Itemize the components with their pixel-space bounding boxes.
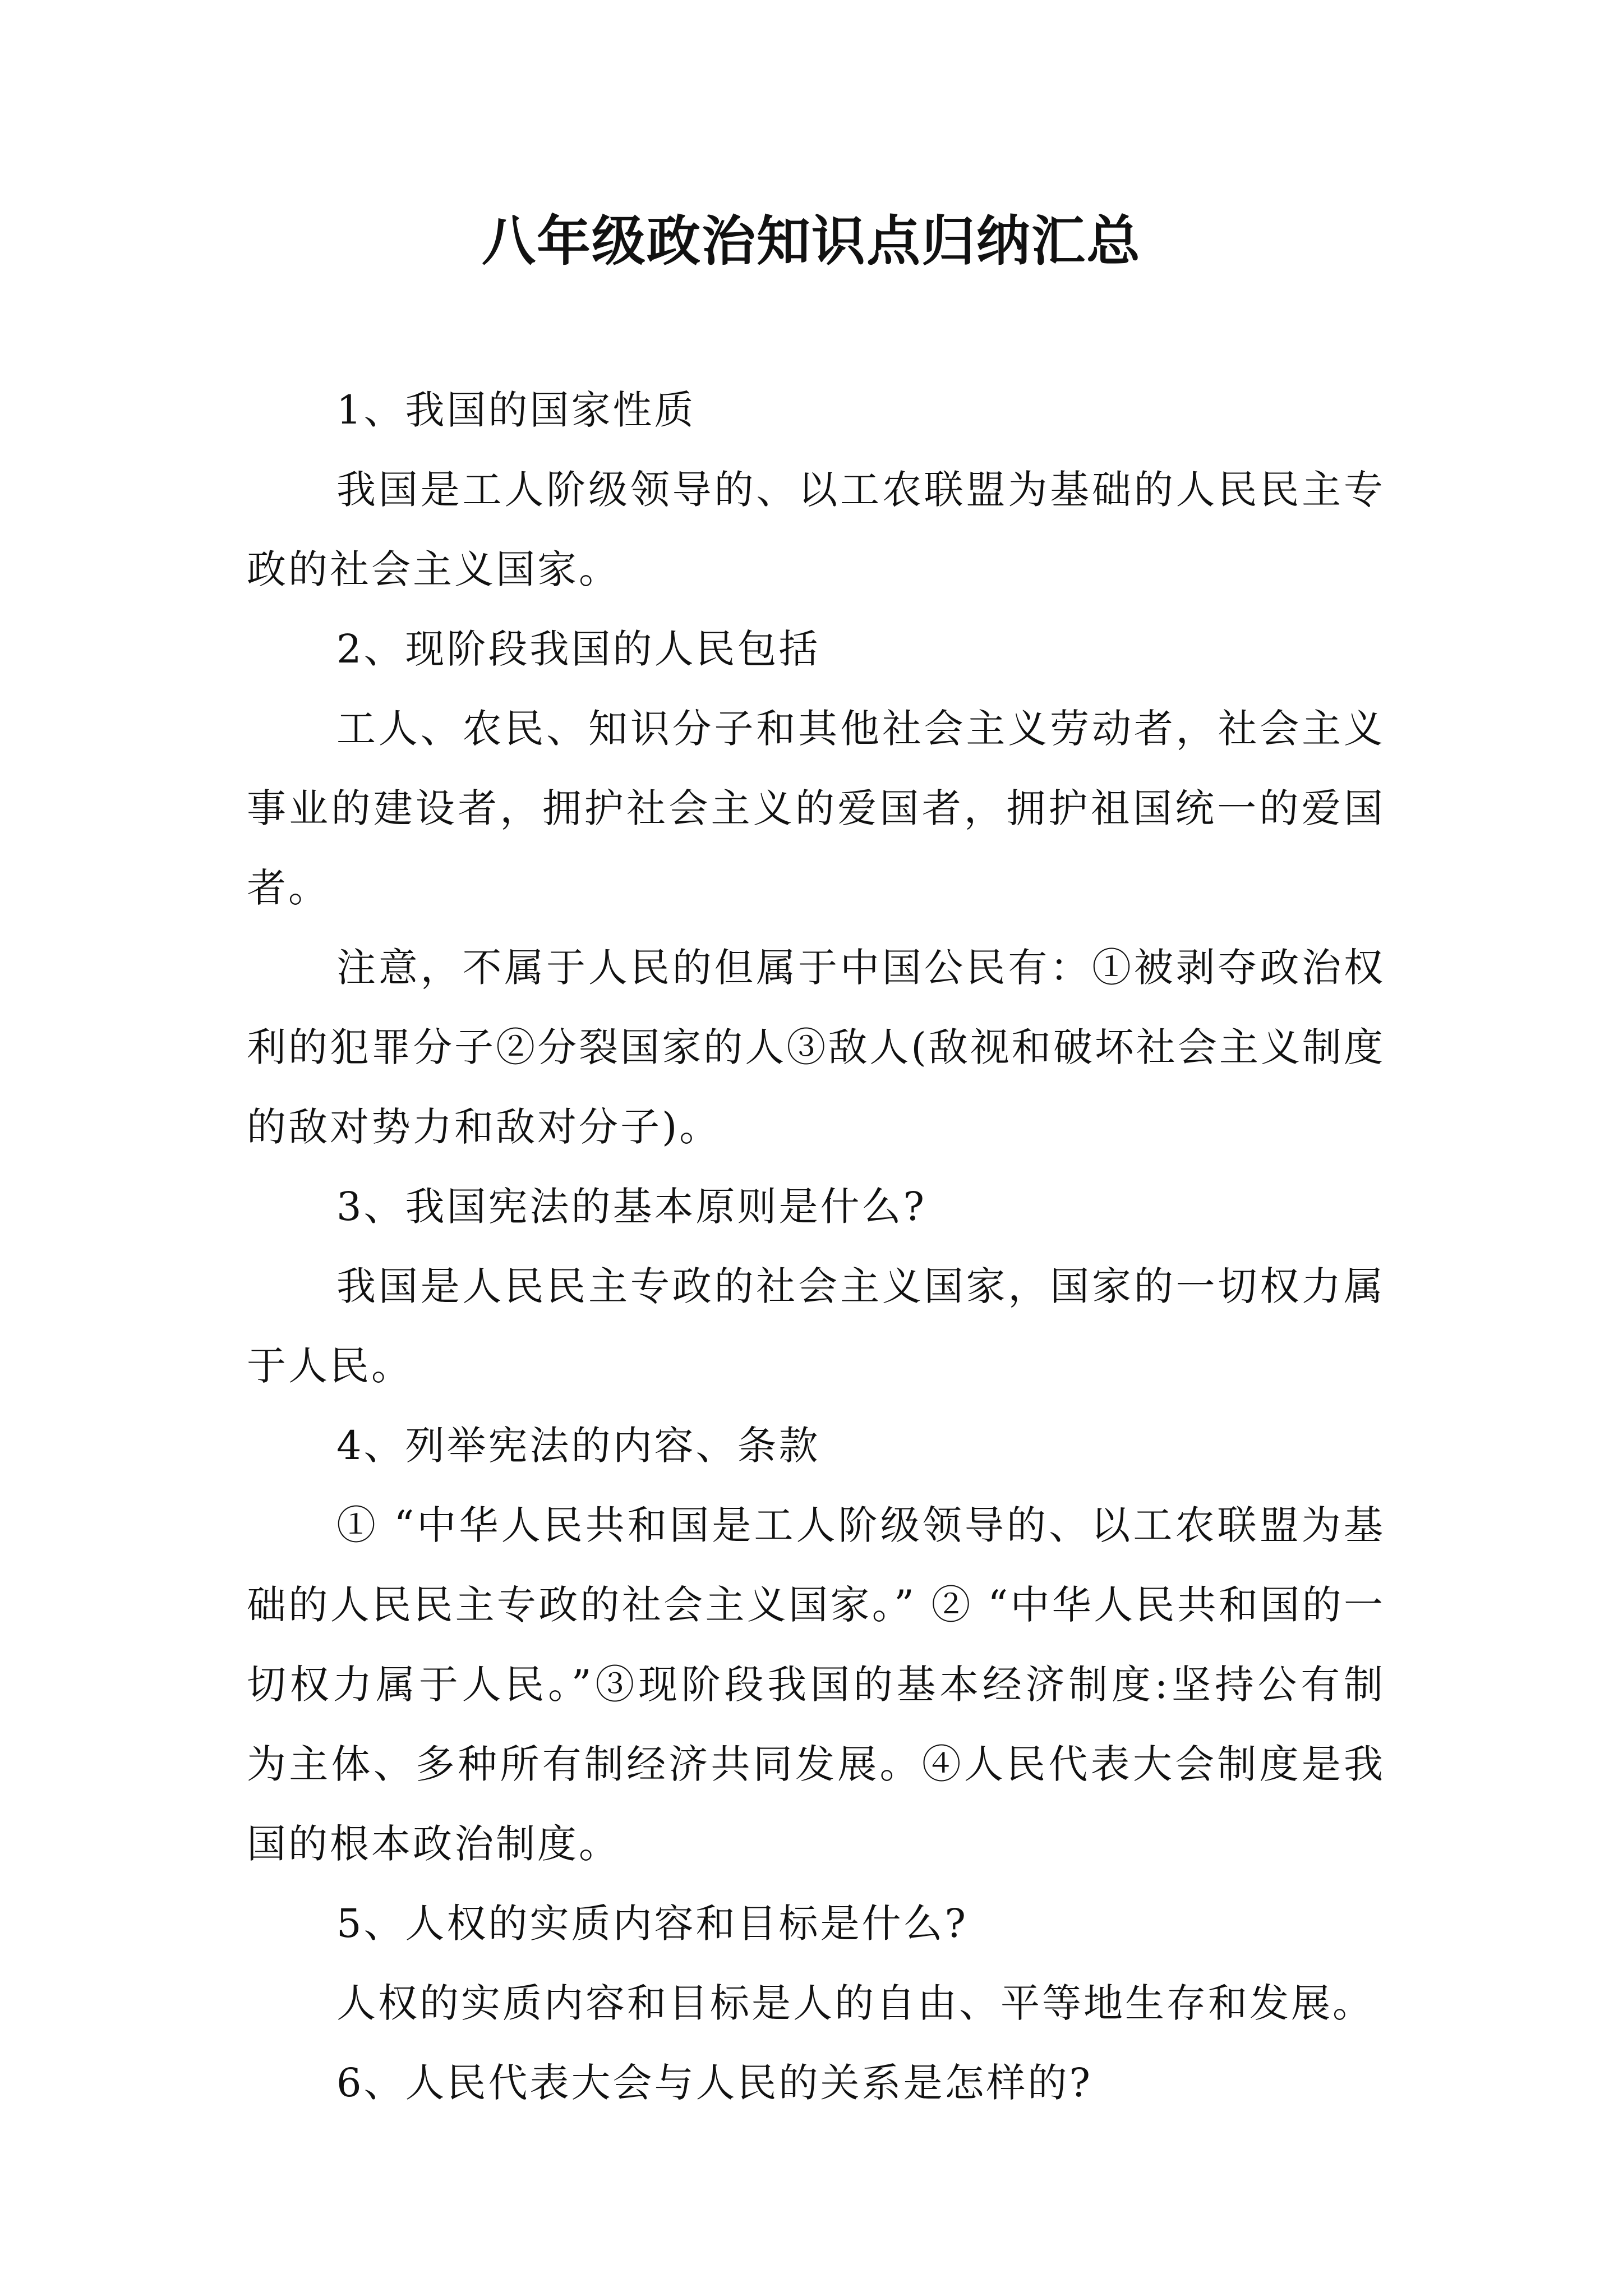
paragraph: ① “中华人民共和国是工人阶级领导的、以工农联盟为基础的人民民主专政的社会主义国家。” ② “中华人民共和国的一切权力属于人民。”③现阶段我国的基本经济制度:坚持公有制为主体、多种所有制经济共同发展。④人民代表大会制度是我国的根本政治制度。 — [247, 1502, 1385, 1867]
section-heading-5: 5、人权的实质内容和目标是什么? — [336, 1901, 969, 1947]
note-paragraph: 注意，不属于人民的但属于中国公民有：①被剥夺政治权利的犯罪分子②分裂国家的人③敌人(敌视和破坏社会主义制度的敌对势力和敌对分子)。 — [247, 945, 1385, 1150]
section-heading-3: 3、我国宪法的基本原则是什么? — [336, 1184, 927, 1230]
section-heading-6: 6、人民代表大会与人民的关系是怎样的? — [336, 2060, 1093, 2106]
section-heading-1: 1、我国的国家性质 — [336, 387, 696, 433]
document-title: 八年级政治知识点归纳汇总 — [482, 210, 1141, 273]
section-heading-4: 4、列举宪法的内容、条款 — [336, 1423, 820, 1469]
paragraph: 工人、农民、知识分子和其他社会主义劳动者，社会主义事业的建设者，拥护社会主义的爱国者，拥护祖国统一的爱国者。 — [247, 706, 1385, 911]
paragraph: 我国是工人阶级领导的、以工农联盟为基础的人民民主专政的社会主义国家。 — [247, 467, 1385, 592]
paragraph: 我国是人民民主专政的社会主义国家，国家的一切权力属于人民。 — [247, 1263, 1385, 1389]
document-body — [247, 370, 1385, 2123]
section-heading-2: 2、现阶段我国的人民包括 — [336, 626, 820, 672]
paragraph: 人权的实质内容和目标是人的自由、平等地生存和发展。 — [336, 1980, 1374, 2026]
